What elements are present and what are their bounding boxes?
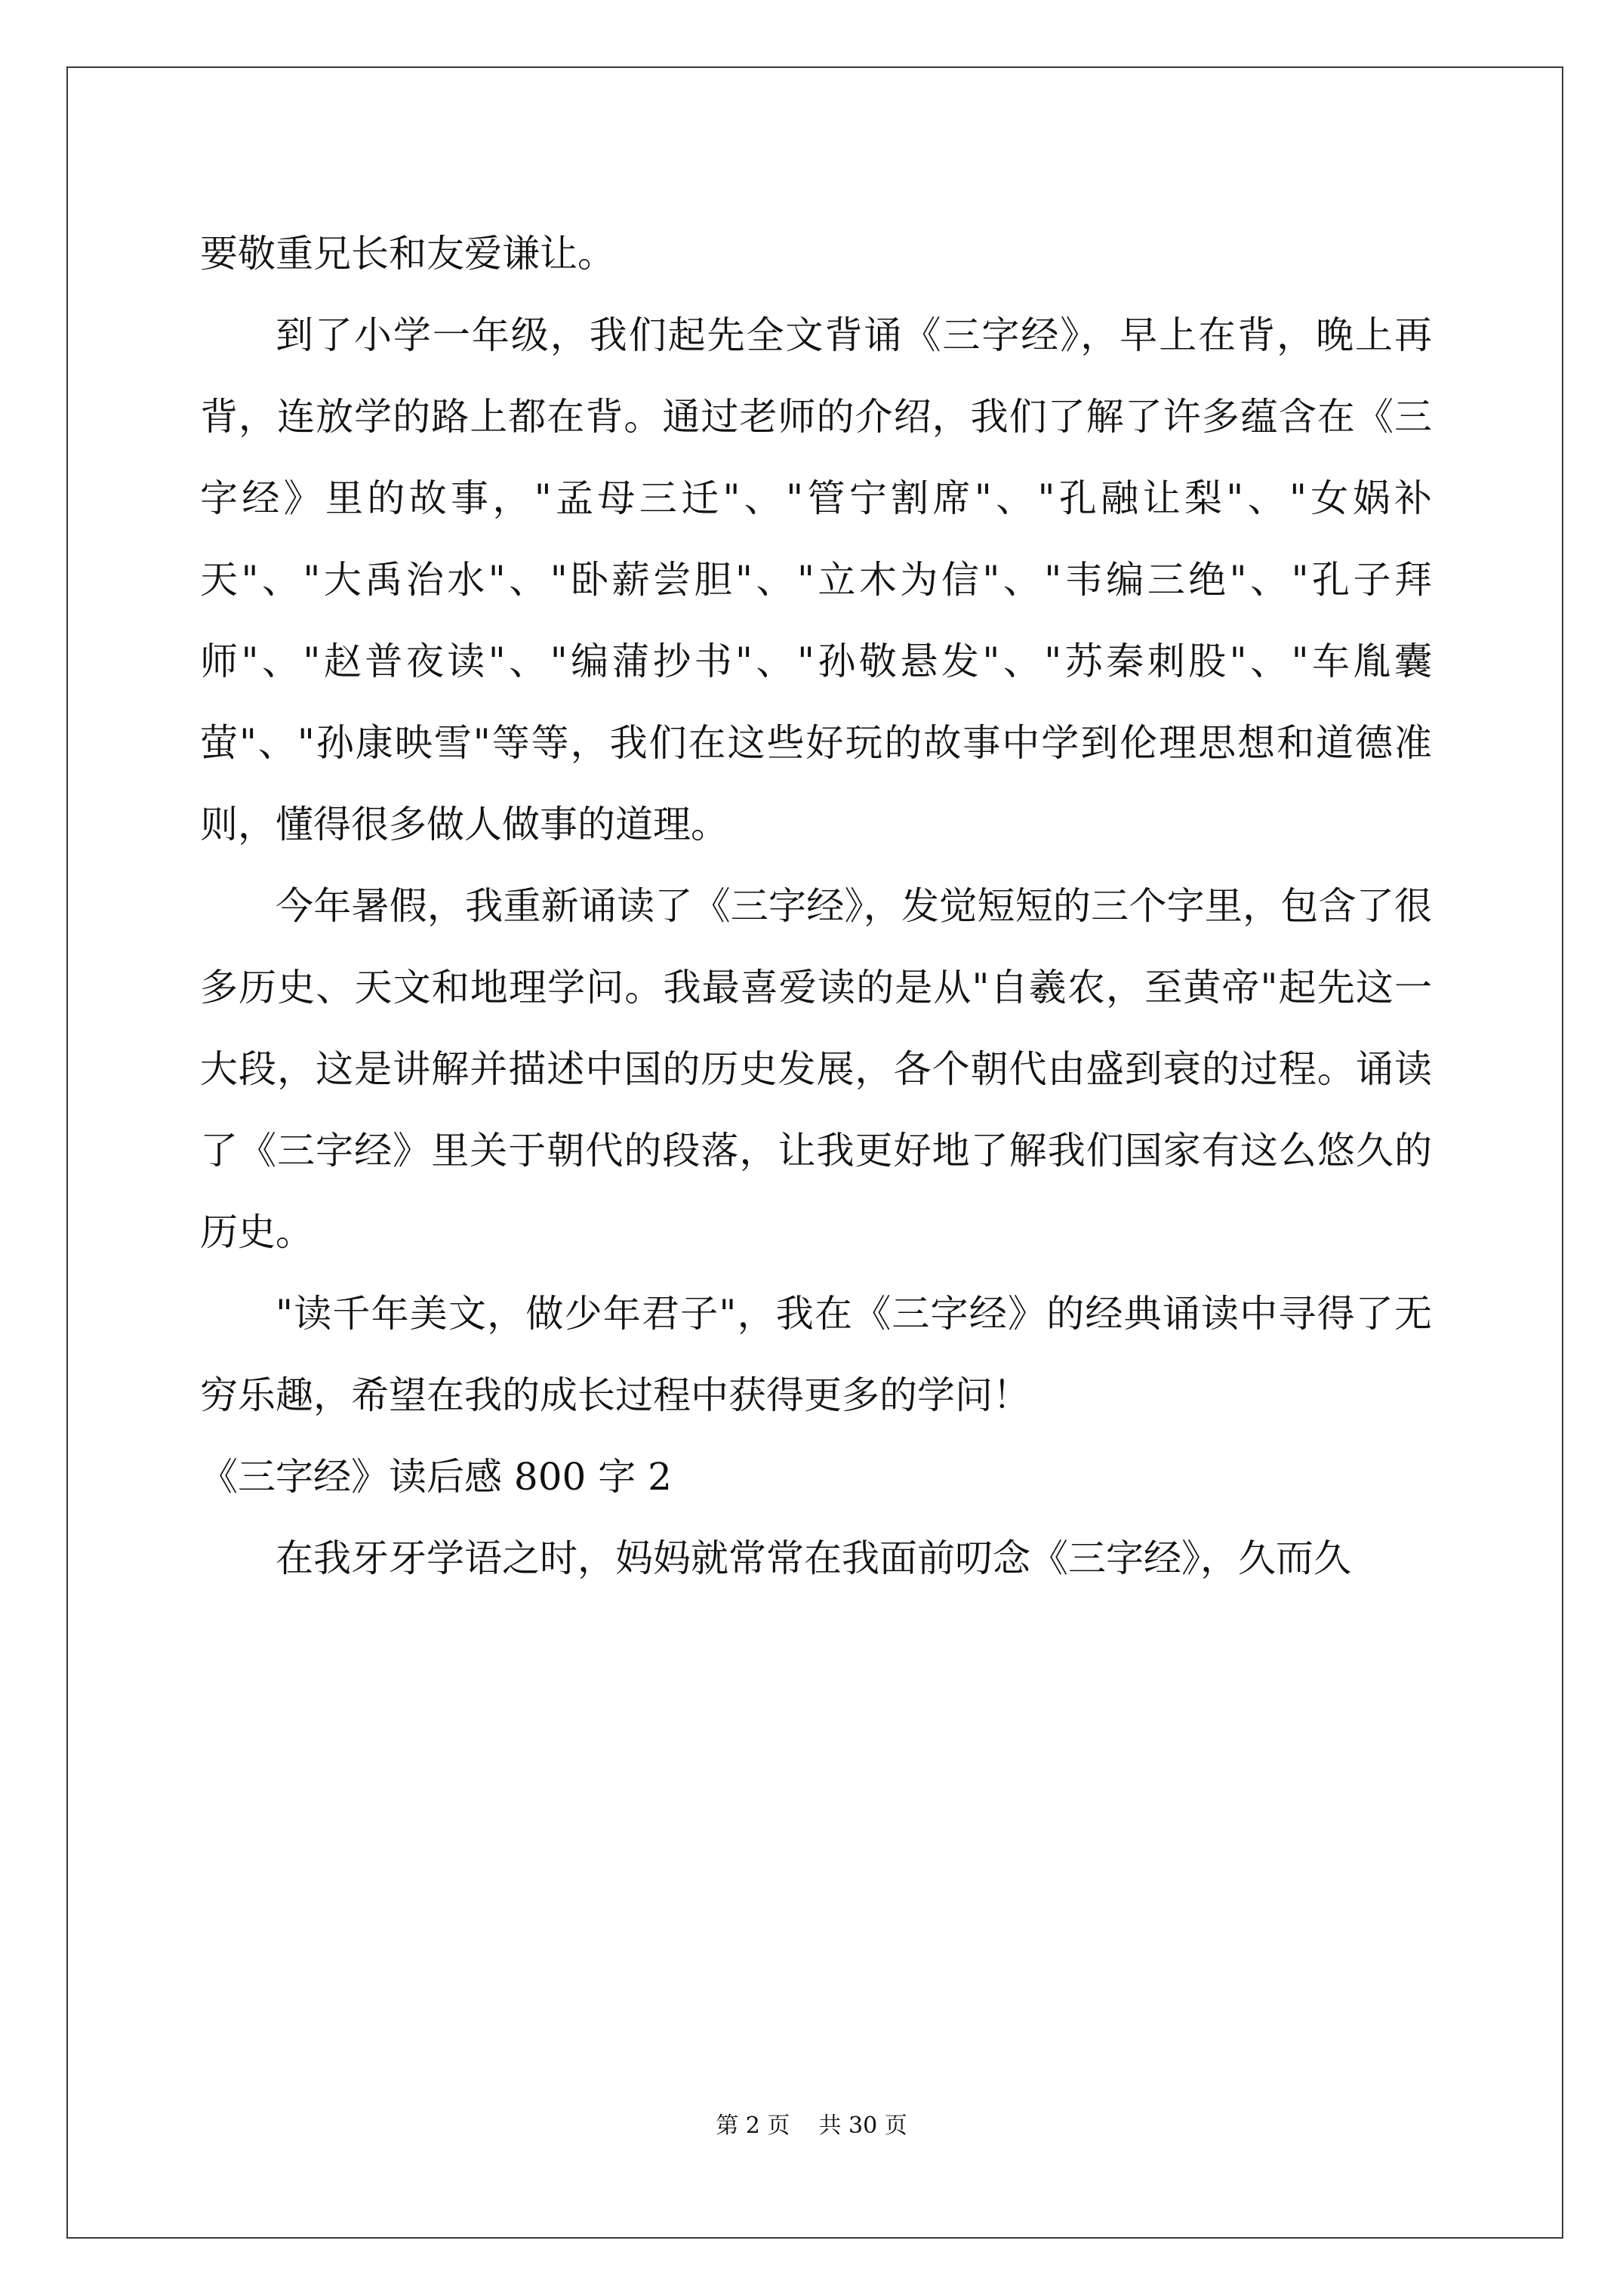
paragraph-recitation-stories: 到了小学一年级，我们起先全文背诵《三字经》，早上在背，晚上再背，连放学的路上都在背。通过老师的介绍，我们了解了许多蕴含在《三字经》里的故事，"孟母三迁"、"管宁割席"、"孔融让梨"、"女娲补天"、"大禹治水"、"卧薪尝胆"、"立木为信"、"韦编三绝"、"孔子拜师"、"赵普夜读"、"编蒲抄书"、"孙敬悬发"、"苏秦刺股"、"车胤囊萤"、"孙康映雪"等等，我们在这些好玩的故事中学到伦理思想和道德准则，懂得很多做人做事的道理。 [200, 313, 1432, 846]
document-body [200, 213, 1432, 1599]
paragraph-continuation: 要敬重兄长和友爱谦让。 [200, 232, 615, 276]
paragraph-second-essay-start: 在我牙牙学语之时，妈妈就常常在我面前叨念《三字经》，久而久 [276, 1536, 1351, 1580]
page-footer: 第 2 页 共 30 页 [716, 2113, 907, 2139]
paragraph-conclusion: "读千年美文，做少年君子"，我在《三字经》的经典诵读中寻得了无穷乐趣，希望在我的成长过程中获得更多的学问！ [200, 1292, 1432, 1417]
section-heading: 《三字经》读后感 800 字 2 [200, 1455, 672, 1499]
paragraph-summer-reading: 今年暑假，我重新诵读了《三字经》，发觉短短的三个字里，包含了很多历史、天文和地理学问。我最喜爱读的是从"自羲农，至黄帝"起先这一大段，这是讲解并描述中国的历史发展，各个朝代由盛到衰的过程。诵读了《三字经》里关于朝代的段落，让我更好地了解我们国家有这么悠久的历史。 [200, 884, 1432, 1254]
